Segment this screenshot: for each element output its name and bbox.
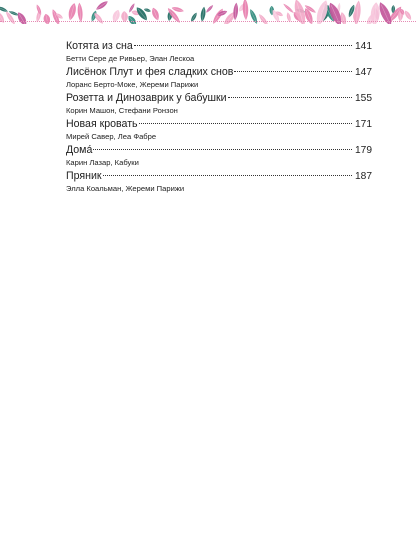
leaf-shape [126,14,138,24]
toc-entry-authors: Мирей Савер, Леа Фабре [66,132,157,141]
leaf-shape [95,0,109,12]
toc-entry-title: Домá [66,144,93,156]
toc-entry-page: 155 [355,93,372,104]
toc-entry-page: 147 [355,67,372,78]
toc-entry[interactable] [66,40,372,66]
leaf-shape [67,2,78,21]
leaf-shape [150,7,160,22]
toc-entry[interactable] [66,92,372,118]
table-of-contents [66,40,372,196]
toc-entry-title: Пряник [66,170,102,182]
dotted-divider [0,21,416,22]
leaf-shape [403,10,413,22]
toc-entry[interactable] [66,118,372,144]
toc-entry-page: 171 [355,119,372,130]
toc-entry-authors: Лоранс Берто-Моке, Жереми Парижи [66,80,199,89]
dot-leader [228,97,352,98]
leaf-shape [258,13,270,24]
dot-leader [139,123,352,124]
toc-entry-page: 141 [355,41,372,52]
toc-entry-title: Лисёнок Плут и фея сладких снов [66,66,234,78]
toc-entry-authors: Элла Коальман, Жереми Парижи [66,184,185,193]
toc-entry-page: 187 [355,171,372,182]
toc-entry[interactable] [66,144,372,170]
toc-entry-page: 179 [355,145,372,156]
toc-entry-title: Котята из сна [66,40,133,52]
dot-leader [93,149,352,150]
leaf-shape [15,11,28,24]
toc-entry-authors: Корин Машон, Стефани Ронзон [66,106,178,115]
leaf-shape [200,6,207,22]
leaf-shape [143,8,151,13]
decorative-leaf-border [0,0,416,24]
leaf-shape [0,5,9,13]
toc-entry-authors: Карин Лазар, Кабуки [66,158,139,167]
leaf-shape [205,4,214,13]
toc-entry-title: Розетта и Динозаврик у бабушки [66,92,227,104]
toc-entry-title: Новая кровать [66,118,138,130]
leaf-shape [77,2,83,22]
leaf-shape [43,13,51,24]
toc-entry-authors: Бетти Сере де Ривьер, Элан Лескоа [66,54,195,63]
dot-leader [234,71,352,72]
toc-entry[interactable] [66,66,372,92]
toc-entry[interactable] [66,170,372,196]
dot-leader [103,175,352,176]
dot-leader [134,45,352,46]
leaf-shape [242,0,248,20]
leaf-shape [282,3,294,14]
